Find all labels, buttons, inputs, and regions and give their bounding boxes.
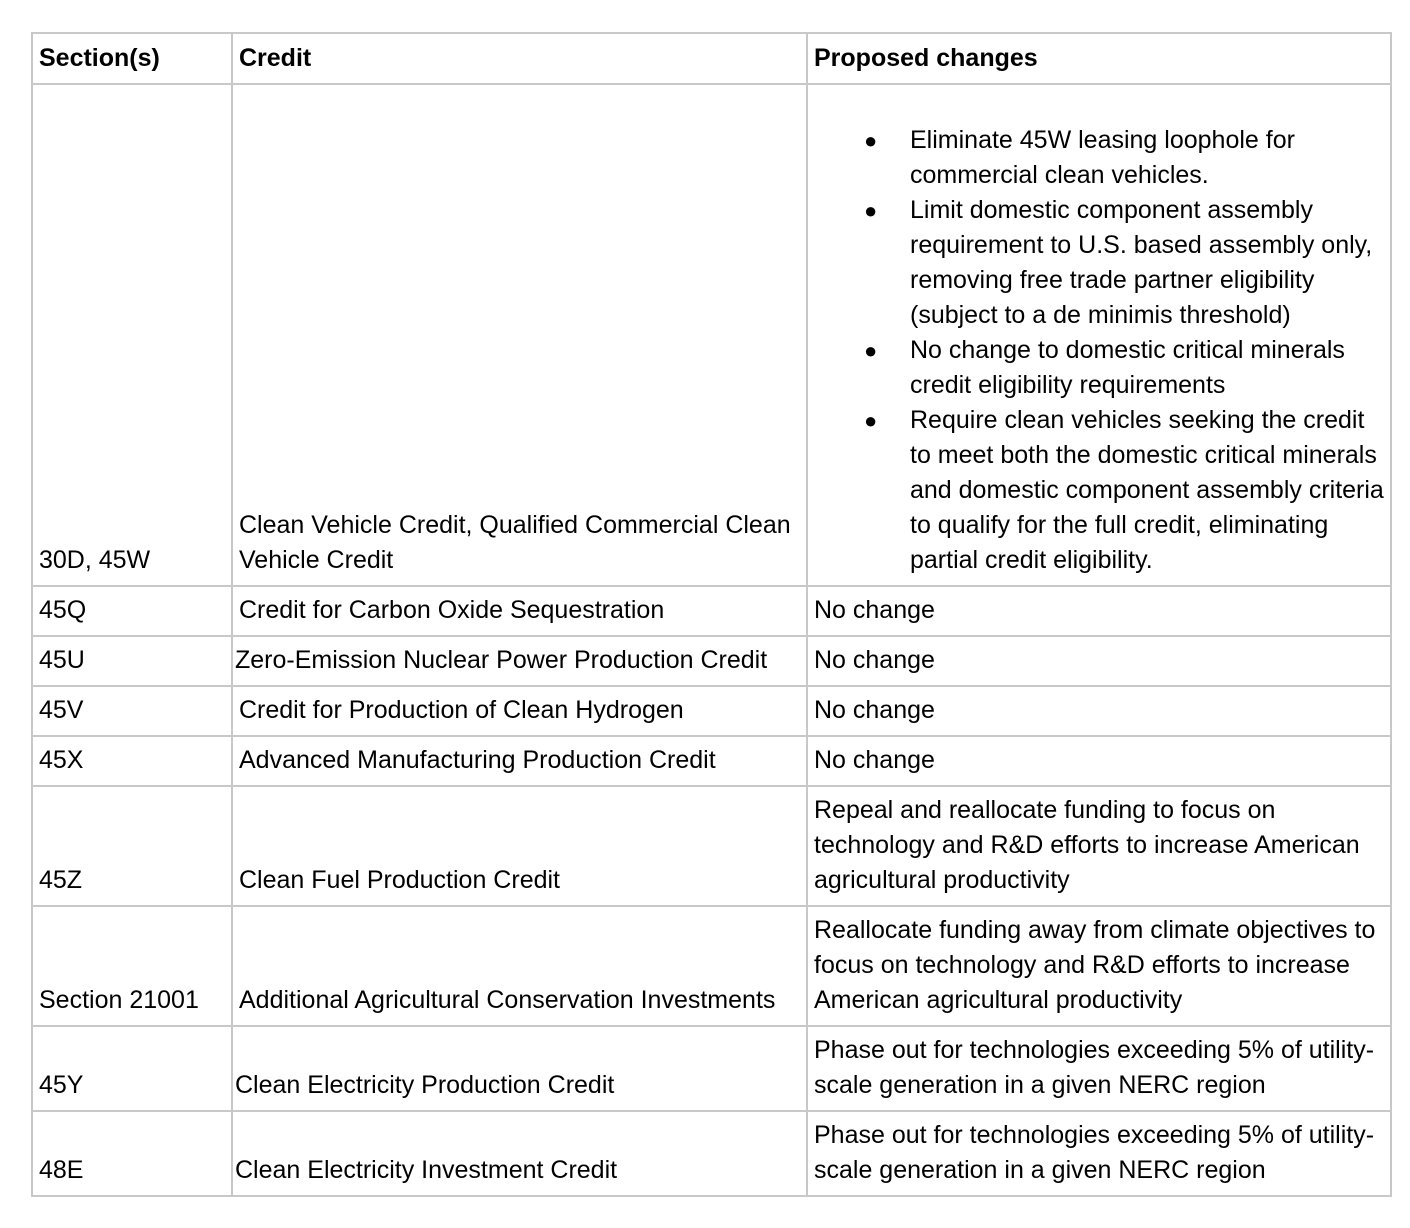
changes-cell: Reallocate funding away from climate objectives to focus on technology and R&D efforts to increase American agricultural productivity — [807, 906, 1391, 1026]
table-row — [32, 586, 1391, 636]
list-item-text: Eliminate 45W leasing loophole for commercial clean vehicles. — [910, 126, 1295, 189]
header-section: Section(s) — [32, 33, 232, 84]
bullet-icon: ● — [864, 408, 878, 433]
section-cell: 45Y — [32, 1026, 232, 1111]
list-item-text: Limit domestic component assembly requirement to U.S. based assembly only, removing free trade partner eligibility (subject to a de minimis threshold) — [910, 196, 1373, 329]
credit-cell: Additional Agricultural Conservation Investments — [232, 906, 807, 1026]
list-item — [864, 193, 1384, 333]
credit-cell: Credit for Carbon Oxide Sequestration — [232, 586, 807, 636]
table-row — [32, 1111, 1391, 1196]
header-row — [32, 33, 1391, 84]
changes-cell: Phase out for technologies exceeding 5% of utility-scale generation in a given NERC region — [807, 1026, 1391, 1111]
credits-table — [31, 32, 1392, 1197]
section-cell: Section 21001 — [32, 906, 232, 1026]
list-item-text: Require clean vehicles seeking the credit to meet both the domestic critical minerals and domestic component assembly criteria to qualify for the full credit, eliminating partial credit eligibility. — [910, 406, 1384, 574]
table-row — [32, 786, 1391, 906]
section-cell: 30D, 45W — [32, 84, 232, 586]
section-cell: 45X — [32, 736, 232, 786]
changes-cell: No change — [807, 636, 1391, 686]
bullet-icon: ● — [864, 338, 878, 363]
table-row — [32, 84, 1391, 586]
header-credit: Credit — [232, 33, 807, 84]
credit-cell: Clean Fuel Production Credit — [232, 786, 807, 906]
list-item-text: No change to domestic critical minerals credit eligibility requirements — [910, 336, 1345, 399]
changes-cell: Repeal and reallocate funding to focus on technology and R&D efforts to increase American agricultural productivity — [807, 786, 1391, 906]
credit-cell: Clean Electricity Production Credit — [232, 1026, 807, 1111]
table-row — [32, 1026, 1391, 1111]
list-item — [864, 123, 1384, 193]
table-row — [32, 636, 1391, 686]
header-proposed-changes: Proposed changes — [807, 33, 1391, 84]
changes-cell: No change — [807, 686, 1391, 736]
credit-cell: Credit for Production of Clean Hydrogen — [232, 686, 807, 736]
bullet-icon: ● — [864, 128, 878, 153]
credit-cell: Zero-Emission Nuclear Power Production Credit — [232, 636, 807, 686]
table-row — [32, 906, 1391, 1026]
changes-cell: Phase out for technologies exceeding 5% of utility-scale generation in a given NERC region — [807, 1111, 1391, 1196]
credit-cell: Advanced Manufacturing Production Credit — [232, 736, 807, 786]
changes-cell — [807, 84, 1391, 586]
list-item — [864, 403, 1384, 578]
table-row — [32, 686, 1391, 736]
bullet-icon: ● — [864, 198, 878, 223]
changes-cell: No change — [807, 736, 1391, 786]
section-cell: 48E — [32, 1111, 232, 1196]
section-cell: 45U — [32, 636, 232, 686]
changes-list — [814, 123, 1384, 578]
section-cell: 45Z — [32, 786, 232, 906]
section-cell: 45V — [32, 686, 232, 736]
changes-cell: No change — [807, 586, 1391, 636]
list-item — [864, 333, 1384, 403]
credit-cell: Clean Electricity Investment Credit — [232, 1111, 807, 1196]
credit-cell: Clean Vehicle Credit, Qualified Commercial Clean Vehicle Credit — [232, 84, 807, 586]
section-cell: 45Q — [32, 586, 232, 636]
table-row — [32, 736, 1391, 786]
